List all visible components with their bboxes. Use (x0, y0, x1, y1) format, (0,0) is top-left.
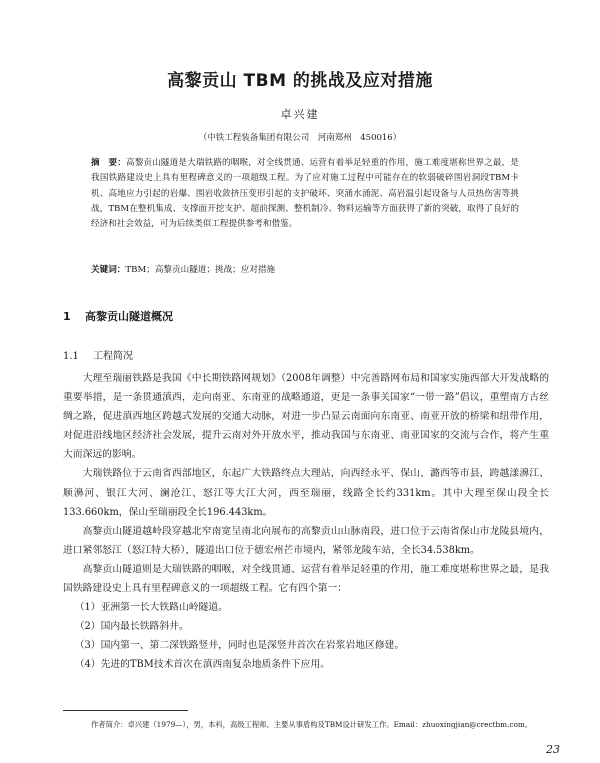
author-affiliation: （中铁工程装备集团有限公司 河南郑州 450016） (198, 133, 402, 143)
subsection-heading (63, 347, 133, 362)
list-item: （2）国内最长铁路斜井。 (74, 621, 189, 633)
keywords-text: TBM；高黎贡山隧道；挑战；应对措施 (125, 265, 276, 275)
section-heading (63, 308, 173, 324)
author-name: 卓兴建 (280, 108, 320, 121)
subsection-number: 1.1 (63, 351, 79, 362)
section-title: 高黎贡山隧道概况 (85, 310, 173, 323)
abstract (91, 156, 519, 232)
keywords-label: 关键词： (91, 265, 126, 275)
paragraph: 高黎贡山隧道则是大瑞铁路的咽喉，对全线贯通、运营有着举足轻重的作用，施工难度堪称世界之最，是我国铁路建设史上具有里程碑意义的一项超级工程。它有四个第一： (63, 563, 549, 595)
abstract-text: 高黎贡山隧道是大瑞铁路的咽喉，对全线贯通、运营有着举足轻重的作用，施工难度堪称世界之最，是我国铁路建设史上具有里程碑意义的一项超级工程。为了应对施工过程中可能存在的软弱破碎围岩洞段TBM卡机、高地应力引起的岩爆、围岩收敛挤压变形引起的支护破坏、突涌水涌泥、高岩温引起设备与人员热伤害等挑战，TBM在整机集成、支撑面开挖支护、超前探测、整机制冷、物料运输等方面获得了新的突破，取得了良好的经济和社会效益，可为后续类似工程提供参考和借鉴。 (91, 158, 519, 230)
paragraph: 大瑞铁路位于云南省西部地区，东起广大铁路终点大理站，向西经永平、保山、潞西等市县，跨越漾濞江、顺濞河、银江大河、澜沧江、怒江等大江大河，西至瑞丽，线路全长约331km。其中大理至保山段全长133.660km，保山至瑞丽段全长196.443km。 (63, 468, 549, 518)
list-item: （4）先进的TBM技术首次在滇西南复杂地质条件下应用。 (74, 659, 331, 671)
page-number: 23 (546, 743, 560, 756)
abstract-label: 摘 要： (91, 158, 126, 168)
list-item: （1）亚洲第一长大铁路山岭隧道。 (74, 602, 228, 614)
keywords (91, 263, 519, 275)
paragraph: 高黎贡山隧道越岭段穿越北窄南宽呈南北向展布的高黎贡山山脉南段，进口位于云南省保山市龙陵县境内，进口紧邻怒江（怒江特大桥），隧道出口位于德宏州芒市境内，紧邻龙陵车站，全长34.538km。 (63, 525, 549, 556)
section-number: 1 (63, 310, 71, 323)
paper-title: 高黎贡山 TBM 的挑战及应对措施 (167, 71, 433, 91)
footnote-divider (63, 710, 188, 711)
list-item: （3）国内第一、第二深铁路竖井，同时也是深竖井首次在岩浆岩地区修建。 (74, 640, 405, 652)
paragraph: 大理至瑞丽铁路是我国《中长期铁路网规划》（2008年调整）中完善路网布局和国家实施西部大开发战略的重要举措，是一条贯通滇西，走向南亚、东南亚的战略通道，更是一条事关国家“一带一路”倡议，重塑南方古丝绸之路，促进滇西地区跨越式发展的交通大动脉，对进一步凸显云南面向东南亚、南亚开放的桥梁和纽带作用，对促进沿线地区经济社会发展，提升云南对外开放水平，推动我国与东南亚、南亚国家的交流与合作，将产生重大而深远的影响。 (63, 373, 549, 461)
footnote: 作者简介：卓兴建（1979—），男，本科，高级工程师。主要从事盾构及TBM设计研发工作。Email：zhuoxingjian@crectbm.com。 (91, 720, 533, 729)
body-text (63, 369, 549, 675)
subsection-title: 工程简况 (93, 351, 133, 362)
